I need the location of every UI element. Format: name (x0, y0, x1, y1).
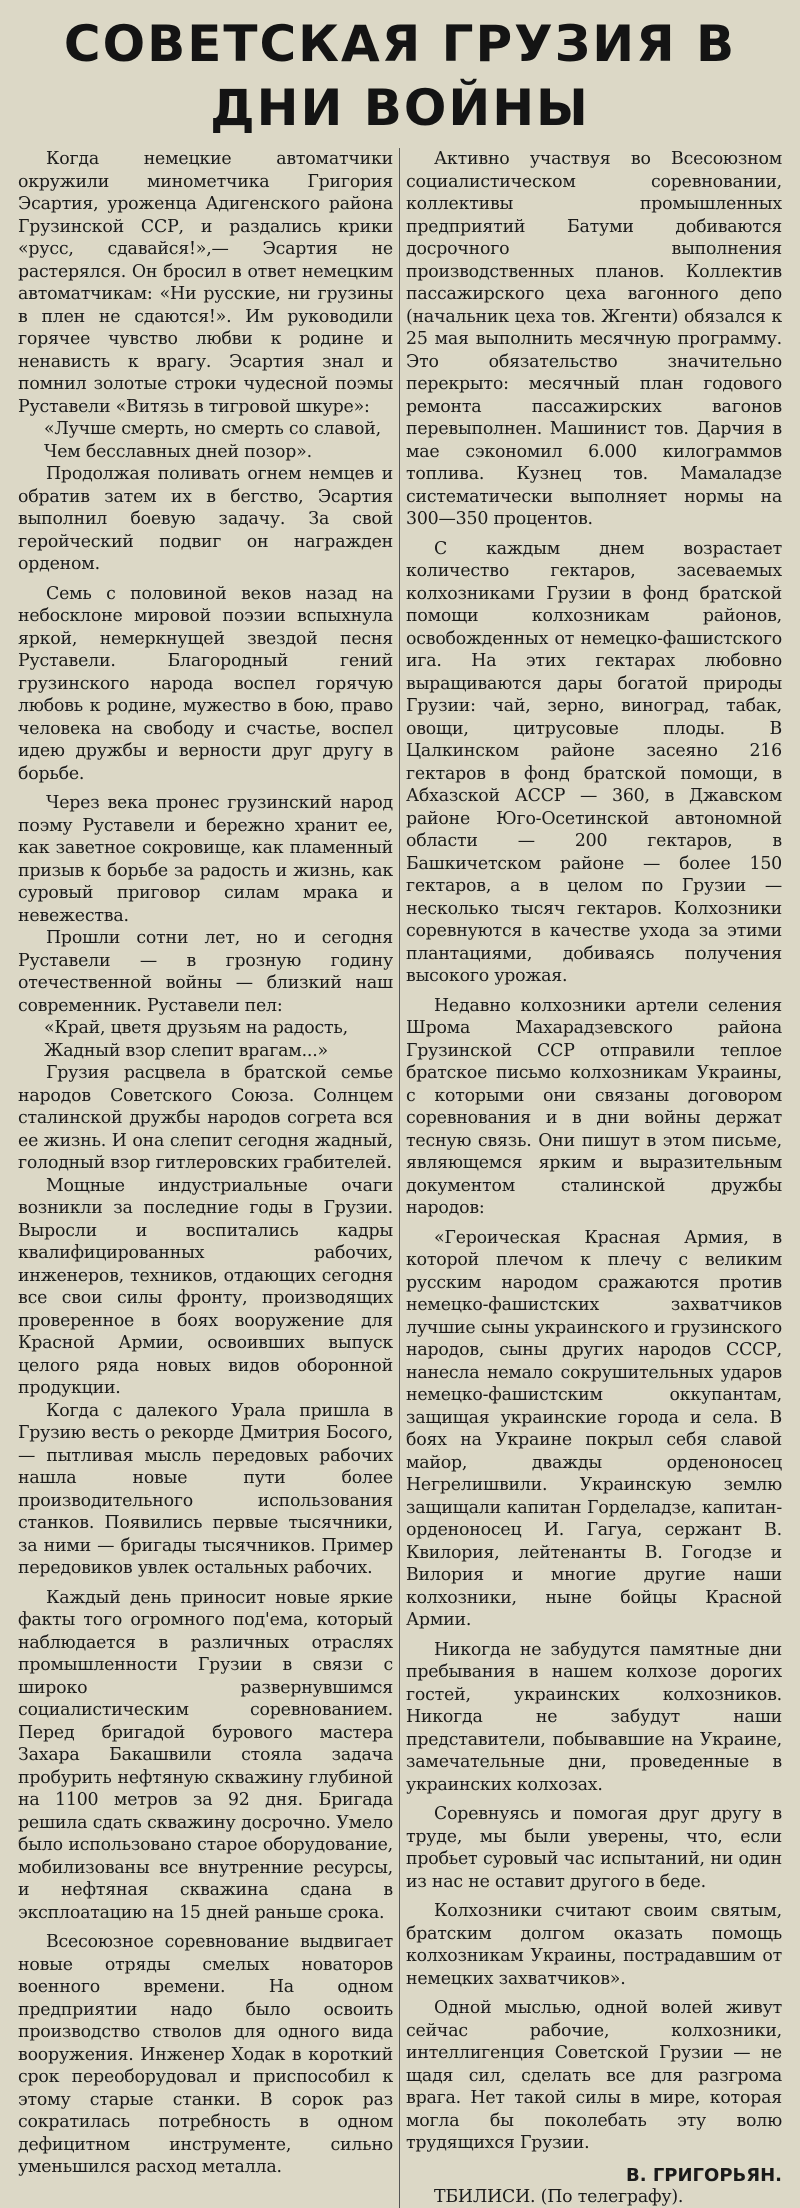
headline: СОВЕТСКАЯ ГРУЗИЯ В ДНИ ВОЙНЫ (12, 12, 788, 140)
dateline: ТБИЛИСИ. (По телеграфу). (406, 2186, 782, 2208)
paragraph: Соревнуясь и помогая друг другу в труде, мы были уверены, что, если пробьет суровый час испытаний, ни один из нас не оставит другого в беде. (406, 1803, 782, 1893)
paragraph: Семь с половиной веков назад на небосклоне мировой поэзии вспыхнула яркой, немеркнущей звездой песня Руставели. Благородный гений грузинского народа воспел горячую любовь к родине, мужество в бою, право человека на свободу и счастье, воспел идею дружбы и верности друг другу в борьбе. (18, 583, 393, 786)
paragraph: Через века пронес грузинский народ поэму Руставели и бережно хранит ее, как заветное сокровище, как пламенный призыв к борьбе за радость и жизнь, как суровый приговор силам мрака и невежества. (18, 792, 393, 927)
paragraph: Никогда не забудутся памятные дни пребывания в нашем колхозе дорогих гостей, украинских колхозников. Никогда не забудут наши представители, побывавшие на Украине, замечательные дни, проведенные в украинских колхозах. (406, 1639, 782, 1797)
paragraph: Активно участвуя во Всесоюзном социалистическом соревновании, коллективы промышленных предприятий Батуми добиваются досрочного выполнения производственных планов. Коллектив пассажирского цеха вагонного депо (начальник цеха тов. Жгенти) обязался к 25 мая выполнить месячную программу. Это обязательство значительно перекрыто: месячный план годового ремонта пассажирских вагонов перевыполнен. Машинист тов. Дарчия в мае сэкономил 6.000 килограммов топлива. Кузнец тов. Мамаладзе систематически выполняет нормы на 300—350 процентов. (406, 148, 782, 531)
paragraph: Каждый день приносит новые яркие факты того огромного под'ема, который наблюдается в различных отраслях промышленности Грузии в связи с широко развернувшимся социалистическим соревнованием. Перед бригадой бурового мастера Захара Бакашвили стояла задача пробурить нефтяную скважину глубиной на 1100 метров за 92 дня. Бригада решила сдать скважину досрочно. Умело было использовано старое оборудование, мобилизованы все внутренние ресурсы, и нефтяная скважина сдана в эксплоатацию на 15 дней раньше срока. (18, 1587, 393, 1925)
author-name: В. ГРИГОРЬЯН. (626, 2165, 782, 2186)
right-column (400, 148, 788, 2208)
paragraph: Колхозники считают своим святым, братским долгом оказать помощь колхозникам Украины, пострадавшим от немецких захватчиков». (406, 1900, 782, 1990)
byline (406, 2165, 782, 2186)
paragraph: Мощные индустриальные очаги возникли за последние годы в Грузии. Выросли и воспитались кадры квалифицированных рабочих, инженеров, техников, отдающих сегодня все свои силы фронту, производящих проверенное в боях вооружение для Красной Армии, освоивших выпуск целого ряда новых видов оборонной продукции. (18, 1175, 393, 1400)
paragraph: Недавно колхозники артели селения Шрома Махарадзевского района Грузинской ССР отправили теплое братское письмо колхозникам Украины, с которыми они связаны договором соревнования и в дни войны держат тесную связь. Они пишут в этом письме, являющемся ярким и выразительным документом сталинской дружбы народов: (406, 995, 782, 1220)
article-body (12, 148, 788, 2208)
verse-quote: «Лучше смерть, но смерть со славой, Чем бесславных дней позор». (18, 418, 393, 463)
paragraph: Грузия расцвела в братской семье народов Советского Союза. Солнцем сталинской дружбы народов согрета вся ее жизнь. И она слепит сегодня жадный, голодный взор гитлеровских грабителей. (18, 1062, 393, 1175)
paragraph: Одной мыслью, одной волей живут сейчас рабочие, колхозники, интеллигенция Советской Грузии — не щадя сил, сделать все для разгрома врага. Нет такой силы в мире, которая могла бы поколебать эту волю трудящихся Грузии. (406, 1997, 782, 2155)
paragraph: Прошли сотни лет, но и сегодня Руставели — в грозную годину отечественной войны — близкий наш современник. Руставели пел: (18, 927, 393, 1017)
letter-quote: «Героическая Красная Армия, в которой плечом к плечу с великим русским народом сражаются против немецко-фашистских захватчиков лучшие сыны украинского и грузинского народов, сыны других народов СССР, нанесла немало сокрушительных ударов немецко-фашистским оккупантам, защищая украинские города и села. В боях на Украине покрыл себя славой майор, дважды орденоносец Негрелишвили. Украинскую землю защищали капитан Горделадзе, капитан-орденоносец И. Гагуа, сержант В. Квилория, лейтенанты В. Гогодзе и Вилория и многие другие наши колхозники, ныне бойцы Красной Армии. (406, 1227, 782, 1632)
paragraph: С каждым днем возрастает количество гектаров, засеваемых колхозниками Грузии в фонд братской помощи колхозникам районов, освобожденных от немецко-фашистского ига. На этих гектарах любовно выращиваются дары богатой природы Грузии: чай, зерно, виноград, табак, овощи, цитрусовые плоды. В Цалкинском районе засеяно 216 гектаров в фонд братской помощи, в Абхазской АССР — 360, в Джавском районе Юго-Осетинской автономной области — 200 гектаров, в Башкичетском районе — более 150 гектаров, а в целом по Грузии — несколько тысяч гектаров. Колхозники соревнуются в качестве ухода за этими плантациями, добиваясь получения высокого урожая. (406, 538, 782, 988)
left-column (12, 148, 400, 2208)
paragraph: Продолжая поливать огнем немцев и обратив затем их в бегство, Эсартия выполнил боевую задачу. За свой геройческий подвиг он награжден орденом. (18, 463, 393, 576)
verse-quote: «Край, цветя друзьям на радость, Жадный взор слепит врагам...» (18, 1017, 393, 1062)
paragraph: Когда с далекого Урала пришла в Грузию весть о рекорде Дмитрия Босого,— пытливая мысль передовых рабочих нашла новые пути более производительного использования станков. Появились первые тысячники, за ними — бригады тысячников. Пример передовиков увлек остальных рабочих. (18, 1400, 393, 1580)
paragraph: Всесоюзное соревнование выдвигает новые отряды смелых новаторов военного времени. На одном предприятии надо было освоить производство стволов для одного вида вооружения. Инженер Ходак в короткий срок переоборудовал и приспособил к этому старые станки. В сорок раз сократилась потребность в одном дефицитном инструменте, сильно уменьшился расход металла. (18, 1931, 393, 2179)
paragraph: Когда немецкие автоматчики окружили минометчика Григория Эсартия, уроженца Адигенского района Грузинской ССР, и раздались крики «русс, сдавайся!»,— Эсартия не растерялся. Он бросил в ответ немецким автоматчикам: «Ни русские, ни грузины в плен не сдаются!». Им руководили горячее чувство любви к родине и ненависть к врагу. Эсартия знал и помнил золотые строки чудесной поэмы Руставели «Витязь в тигровой шкуре»: (18, 148, 393, 418)
